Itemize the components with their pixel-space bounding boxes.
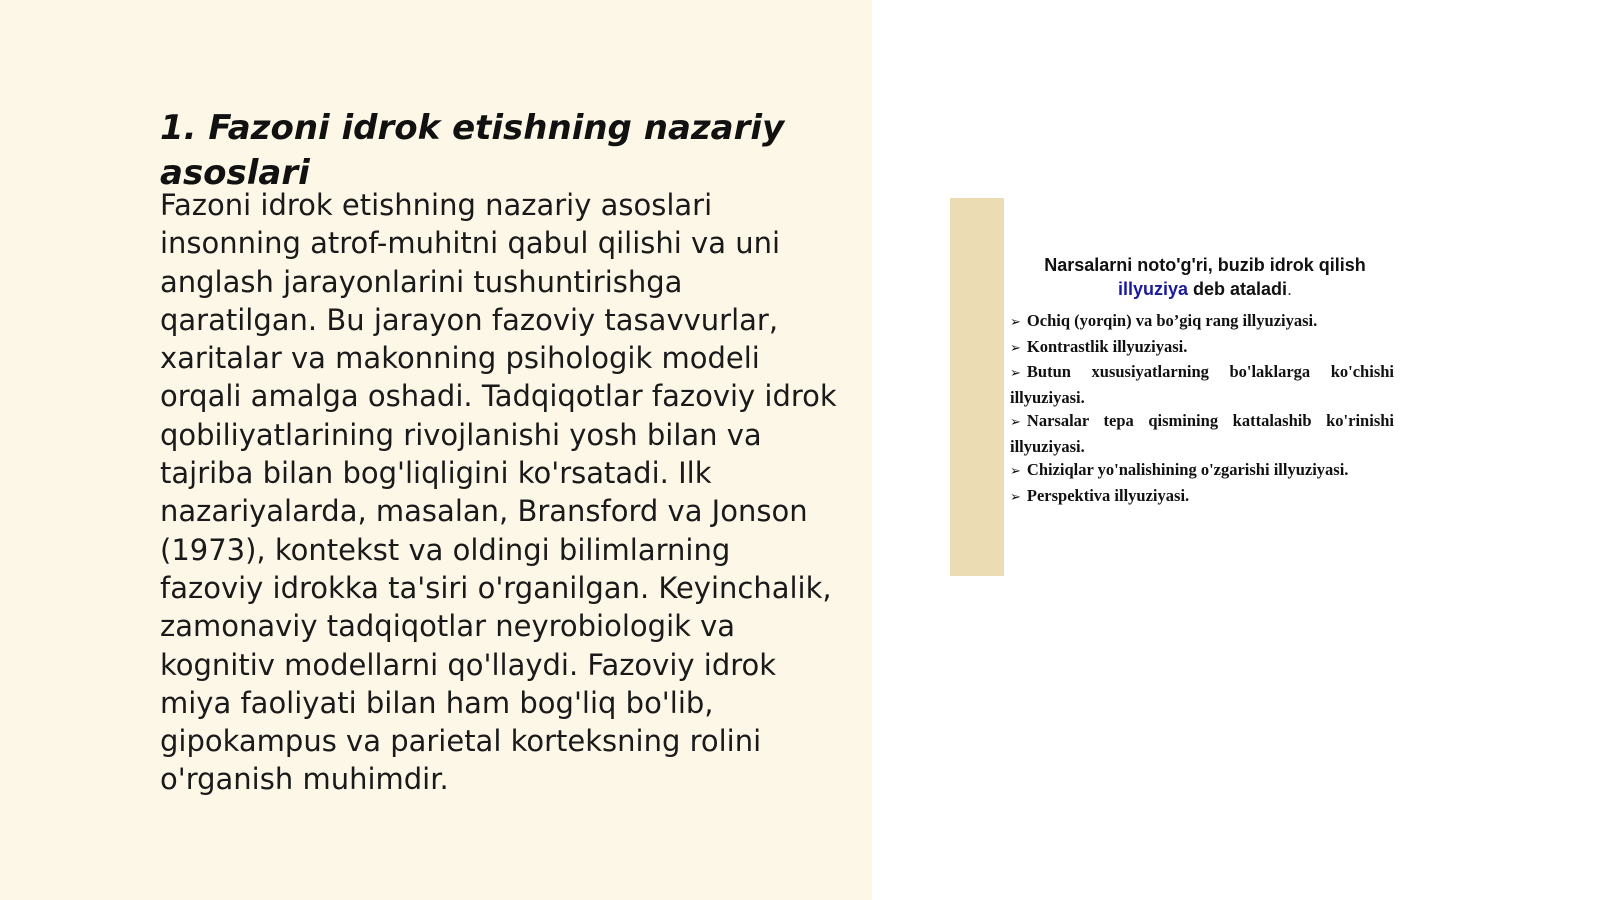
list-item: [1010, 335, 1394, 361]
list-item-text: Ochiq (yorqin) va bo’giq rang illyuziyasi.: [1026, 311, 1318, 330]
figure-heading-accent: illyuziya: [1117, 279, 1188, 299]
list-item-text: Kontrastlik illyuziyasi.: [1026, 336, 1188, 356]
figure-heading: [1010, 253, 1400, 301]
illusion-figure: [950, 198, 1400, 576]
arrow-bullet-icon: ➢: [1010, 366, 1021, 381]
figure-heading-end: .: [1287, 279, 1293, 299]
list-item-text: Butun xususiyatlarning bo'laklarga ko'chishi illyuziyasi.: [1010, 362, 1394, 407]
list-item: [1010, 409, 1394, 458]
arrow-bullet-icon: ➢: [1010, 315, 1021, 330]
list-item: [1010, 484, 1394, 510]
list-item: [1010, 360, 1394, 409]
figure-heading-line1: Narsalarni noto'g'ri, buzib idrok qilish: [1044, 255, 1366, 275]
slide-body-text: Fazoni idrok etishning nazariy asoslari insonning atrof-muhitni qabul qilishi va uni anglash jarayonlarini tushuntirishga qaratilgan. Bu jarayon fazoviy tasavvurlar, xaritalar va makonning psihologik modeli orqali amalga oshadi. Tadqiqotlar fazoviy idrok qobiliyatlarining rivojlanishi yosh bilan va tajriba bilan bog'liqligini ko'rsatadi. Ilk nazariyalarda, masalan, Bransford va Jonson (1973), kontekst va oldingi bilimlarning fazoviy idrokka ta'siri o'rganilgan. Keyinchalik, zamonaviy tadqiqotlar neyrobiologik va kognitiv modellarni qo'llaydi. Fazoviy idrok miya faoliyati bilan ham bog'liq bo'lib, gipokampus va parietal korteksning rolini o'rganish muhimdir.: [160, 188, 837, 797]
list-item: [1010, 458, 1394, 484]
list-item-text: Perspektiva illyuziyasi.: [1026, 485, 1190, 505]
list-item-text: Narsalar tepa qismining kattalashib ko'rinishi illyuziyasi.: [1010, 411, 1394, 456]
figure-content: [1010, 198, 1400, 576]
slide-title: 1. Fazoni idrok etishning nazariy asoslari: [160, 108, 785, 193]
arrow-bullet-icon: ➢: [1010, 415, 1021, 430]
arrow-bullet-icon: ➢: [1010, 340, 1021, 356]
list-item-text: Chiziqlar yo'nalishining o'zgarishi illyuziyasi.: [1026, 460, 1349, 479]
figure-heading-rest: deb ataladi: [1193, 279, 1288, 299]
list-item: [1010, 309, 1394, 335]
illusion-list: [1010, 309, 1394, 509]
figure-accent-bar: [950, 198, 1004, 576]
arrow-bullet-icon: ➢: [1010, 464, 1021, 479]
arrow-bullet-icon: ➢: [1010, 489, 1021, 505]
